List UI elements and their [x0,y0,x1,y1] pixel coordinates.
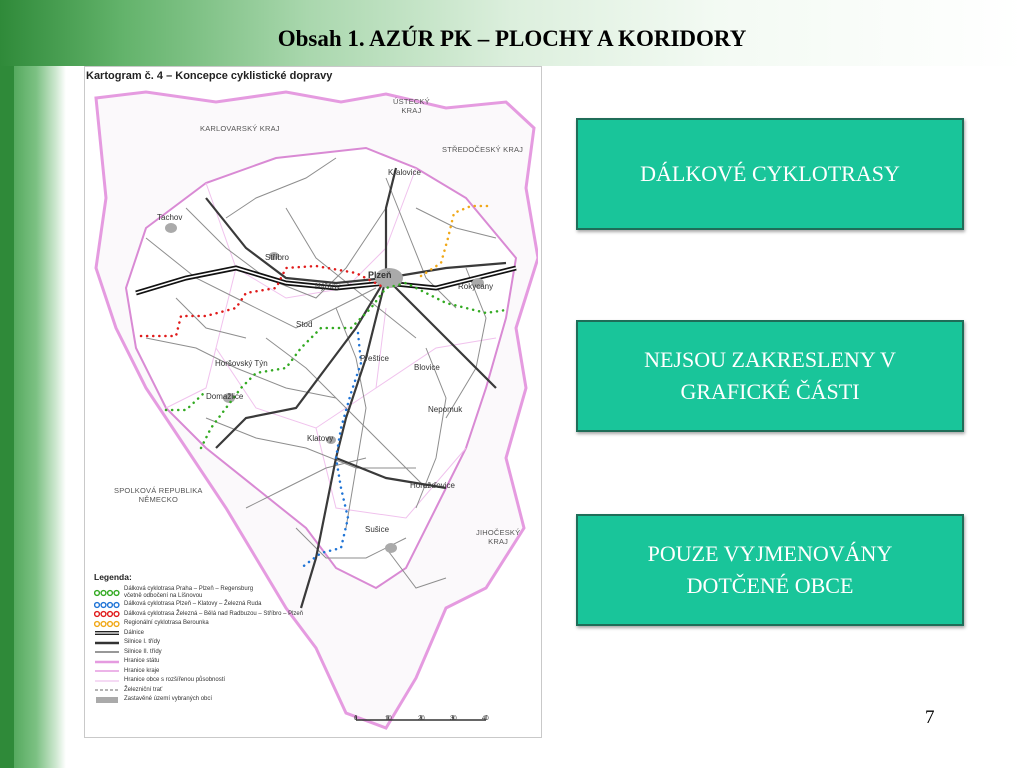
legend-item [94,695,394,705]
legend-label: Hranice státu [124,658,160,665]
scale-tick-20: 20 [418,716,425,722]
legend-item [94,585,394,600]
legend-symbol [94,589,120,597]
town-plzen: Plzeň [368,270,392,280]
legend-label: Železniční trať [124,686,163,693]
legend-label: Dálková cyklotrasa Plzeň – Klatovy – Železná Ruda [124,601,262,608]
legend-symbol [94,629,120,637]
label-jihocesky-kraj: JIHOČESKÝ KRAJ [476,528,521,546]
legend-symbol [94,601,120,609]
legend-item [94,600,394,610]
legend-symbol [94,696,120,704]
legend-item [94,610,394,620]
legend-label: Silnice I. třídy [124,639,161,646]
legend-label: Regionální cyklotrasa Berounka [124,620,209,627]
box-pouze-vyjmenovany: POUZE VYJMENOVÁNY DOTČENÉ OBCE [576,514,964,626]
slide-title: Obsah 1. AZÚR PK – PLOCHY A KORIDORY [277,26,747,51]
legend-symbol [94,648,120,656]
legend-label: Dálnice [124,629,145,636]
scale-tick-30: 30 [450,716,457,722]
map-legend [94,572,394,705]
town-blovice: Blovice [414,363,440,372]
label-nemecko: SPOLKOVÁ REPUBLIKA NĚMECKO [114,486,203,504]
label-stredocesky-kraj: STŘEDOČESKÝ KRAJ [442,145,524,154]
legend-symbol [94,677,120,685]
town-stribro: Stříbro [265,253,290,262]
legend-item [94,657,394,667]
legend-item [94,648,394,658]
page-number: 7 [925,707,935,728]
legend-label: Silnice II. třídy [124,648,162,655]
town-tachov: Tachov [157,213,183,222]
legend-item [94,638,394,648]
box-nejsou-zakresleny: NEJSOU ZAKRESLENY V GRAFICKÉ ČÁSTI [576,320,964,432]
town-klatovy: Klatovy [307,434,334,443]
legend-symbol [94,667,120,675]
legend-item [94,676,394,686]
box-dalkove-cyklotrasy: DÁLKOVÉ CYKLOTRASY [576,118,964,230]
town-nyrany: Nýřany [315,282,341,291]
town-rokycany: Rokycany [458,282,494,291]
town-domazlice: Domažlice [206,392,244,401]
legend-item [94,629,394,639]
town-horazdovice: Horažďovice [410,481,455,490]
town-stod: Stod [296,320,313,329]
legend-item [94,619,394,629]
legend-title: Legenda: [94,572,132,582]
town-kralovice: Kralovice [388,168,421,177]
scale-tick-10: 10 [385,716,392,722]
legend-item [94,686,394,696]
legend-symbol [94,610,120,618]
town-susice: Sušice [365,525,390,534]
legend-label: Zastavěné území vybraných obcí [124,696,213,703]
legend-item [94,667,394,677]
legend-symbol [94,658,120,666]
scale-tick-40: 40 [482,716,489,722]
map-caption: Kartogram č. 4 – Koncepce cyklistické dopravy [86,70,333,82]
legend-label: Hranice kraje [124,667,160,674]
legend-symbol [94,639,120,647]
label-ustecky-kraj: ÚSTECKÝ KRAJ [393,97,430,115]
town-prestice: Přeštice [360,354,389,363]
legend-symbol [94,620,120,628]
scale-tick-0: 0 [354,716,358,722]
town-horsovsky-tyn: Horšovský Týn [215,359,268,368]
legend-label: Dálková cyklotrasa Praha – Plzeň – Regensburg včetně odbočení na Líšnovou [124,585,254,599]
label-karlovarsky-kraj: KARLOVARSKÝ KRAJ [200,124,280,133]
legend-label: Hranice obce s rozšířenou působností [124,677,226,684]
legend-label: Dálková cyklotrasa Železná – Bělá nad Radbuzou – Stříbro – Plzeň [124,610,304,617]
legend-symbol [94,686,120,694]
left-accent-bar [0,0,66,768]
town-nepomuk: Nepomuk [428,405,463,414]
